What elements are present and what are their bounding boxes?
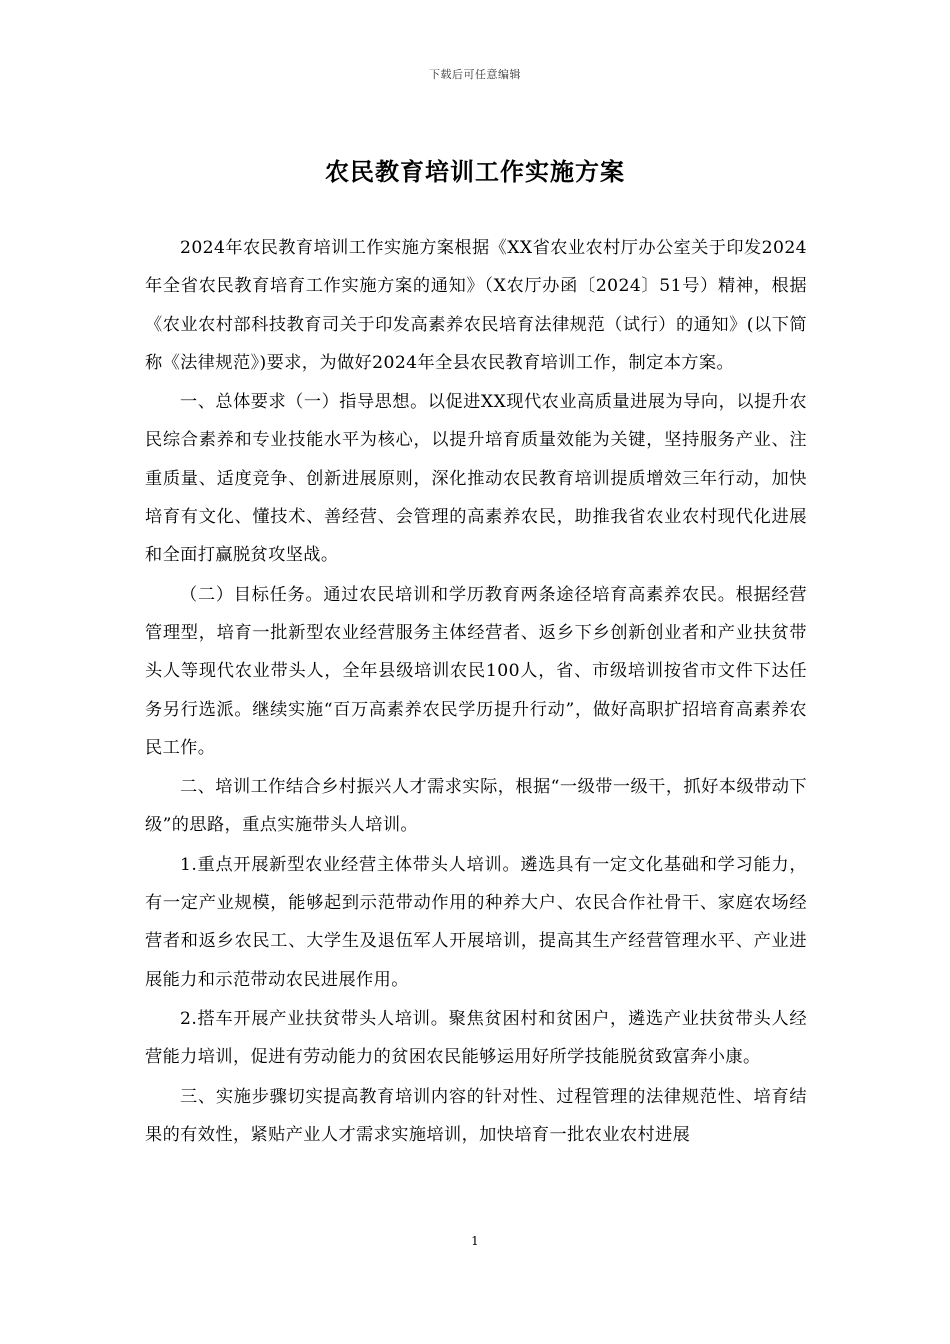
- paragraph-item-1: 1.重点开展新型农业经营主体带头人培训。遴选具有一定文化基础和学习能力，有一定产业规模，能够起到示范带动作用的种养大户、农民合作社骨干、家庭农场经营者和返乡农民工、大学生及退伍军人开展培训，提高其生产经营管理水平、产业进展能力和示范带动农民进展作用。: [145, 854, 807, 990]
- page-number: 1: [471, 1234, 479, 1248]
- header-note: 下载后可任意编辑: [429, 68, 521, 81]
- paragraph-general-requirements: 一、总体要求（一）指导思想。以促进XX现代农业高质量进展为导向，以提升农民综合素养和专业技能水平为核心，以提升培育质量效能为关键，坚持服务产业、注重质量、适度竞争、创新进展原则，深化推动农民教育培训提质增效三年行动，加快培育有文化、懂技术、善经营、会管理的高素养农民，助推我省农业农村现代化进展和全面打赢脱贫攻坚战。: [145, 392, 807, 566]
- paragraph-goals: （二）目标任务。通过农民培训和学历教育两条途径培育高素养农民。根据经营管理型，培育一批新型农业经营服务主体经营者、返乡下乡创新创业者和产业扶贫带头人等现代农业带头人，全年县级培训农民100人，省、市级培训按省市文件下达任务另行选派。继续实施“百万高素养农民学历提升行动”，做好高职扩招培育高素养农民工作。: [145, 584, 807, 758]
- paragraph-training-work: 二、培训工作结合乡村振兴人才需求实际，根据“一级带一级干，抓好本级带动下级”的思路，重点实施带头人培训。: [145, 777, 807, 836]
- paragraph-item-2: 2.搭车开展产业扶贫带头人培训。聚焦贫困村和贫困户，遴选产业扶贫带头人经营能力培训，促进有劳动能力的贫困农民能够运用好所学技能脱贫致富奔小康。: [145, 1008, 807, 1068]
- paragraph-implementation-steps: 三、实施步骤切实提高教育培训内容的针对性、过程管理的法律规范性、培育结果的有效性，紧贴产业人才需求实施培训，加快培育一批农业农村进展: [145, 1086, 807, 1145]
- paragraph-intro: 2024年农民教育培训工作实施方案根据《XX省农业农村厅办公室关于印发2024年全省农民教育培育工作实施方案的通知》（X农厅办函〔2024〕51号）精神，根据《农业农村部科技教育司关于印发高素养农民培育法律规范（试行）的通知》(以下简称《法律规范》)要求，为做好2024年全县农民教育培训工作，制定本方案。: [145, 238, 807, 373]
- document-title: 农民教育培训工作实施方案: [325, 157, 625, 186]
- document-body: [145, 229, 807, 1155]
